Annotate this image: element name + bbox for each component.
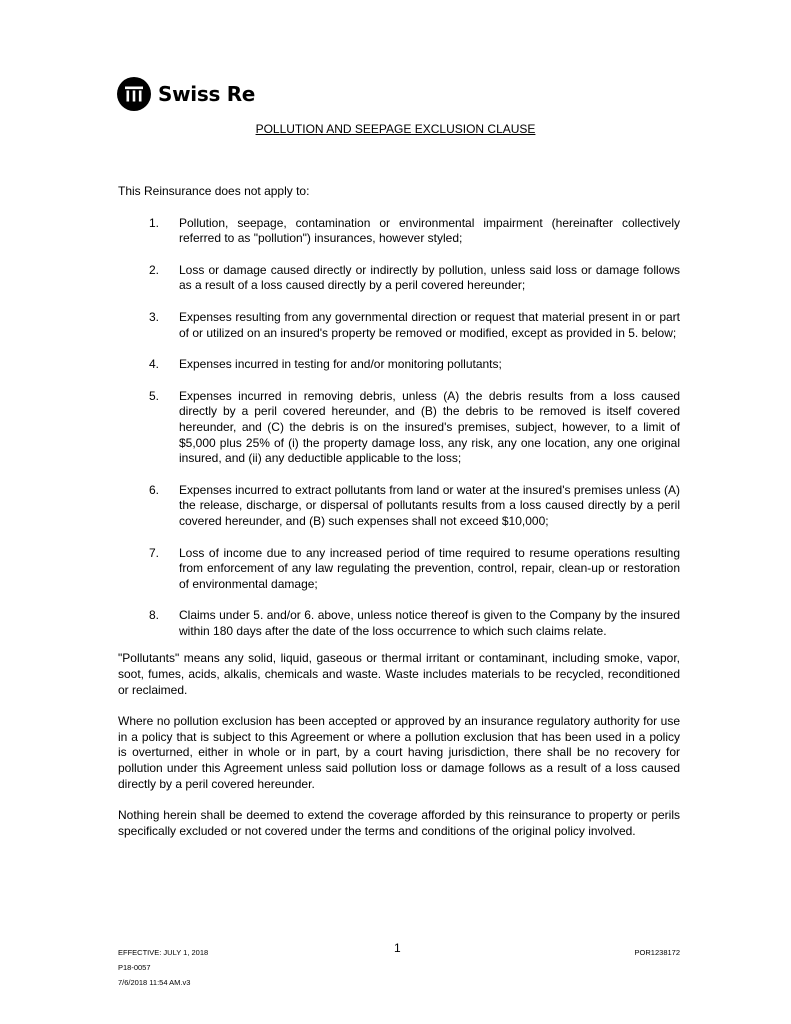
item-number: 6. [149, 482, 160, 497]
item-text: Pollution, seepage, contamination or environmental impairment (hereinafter collectively referred to as "pollution") insurances, however styled; [179, 215, 680, 246]
list-item [118, 483, 680, 530]
document-code: POR1238172 [634, 948, 680, 957]
footer-meta [118, 945, 208, 990]
item-text: Loss of income due to any increased period of time required to resume operations resulting from enforcement of any law regulating the prevention, control, repair, clean-up or restoration of environmental damage; [179, 545, 680, 591]
list-item [118, 216, 680, 247]
item-text: Expenses incurred in removing debris, unless (A) the debris results from a loss caused directly by a peril covered hereunder, and (B) the debris to be removed is itself covered hereunder, and (C) the debris is on the insured's premises, subject, however, to a limit of $5,000 plus 25% of (i) the property damage loss, any risk, any one location, any one original insured, and (ii) any deductible applicable to the loss; [179, 388, 680, 466]
exclusion-list [118, 216, 680, 640]
list-item [118, 608, 680, 639]
item-number: 1. [149, 215, 160, 230]
item-number: 8. [149, 608, 160, 623]
list-item [118, 357, 680, 373]
item-text: Expenses incurred in testing for and/or monitoring pollutants; [179, 357, 502, 372]
page-title: POLLUTION AND SEEPAGE EXCLUSION CLAUSE [255, 122, 536, 136]
effective-date: EFFECTIVE: JULY 1, 2018 [118, 948, 209, 957]
item-number: 3. [149, 309, 160, 324]
pollutants-definition: "Pollutants" means any solid, liquid, gaseous or thermal irritant or contaminant, including smoke, vapor, soot, fumes, acids, alkalis, chemicals and waste. Waste includes materials to be recycled, reconditioned or reclaimed. [118, 651, 680, 697]
item-text: Expenses resulting from any governmental direction or request that material present in or part of or utilized on an insured's property be removed or modified, except as provided in 5. below; [179, 309, 680, 340]
item-number: 5. [149, 388, 160, 403]
list-item [118, 310, 680, 341]
item-text: Claims under 5. and/or 6. above, unless notice thereof is given to the Company by the insured within 180 days after the date of the loss occurrence to which such claims relate. [179, 608, 680, 638]
logo-text: Swiss Re [158, 82, 256, 106]
intro-text: This Reinsurance does not apply to: [118, 184, 310, 198]
timestamp: 7/6/2018 11:54 AM.v3 [118, 978, 191, 987]
swiss-re-logo-icon [117, 77, 151, 111]
item-number: 7. [149, 545, 160, 560]
document-body [118, 184, 680, 855]
coverage-paragraph: Nothing herein shall be deemed to extend the coverage afforded by this reinsurance to property or perils specifically excluded or not covered under the terms and conditions of the original policy involved. [118, 808, 680, 838]
item-number: 2. [149, 262, 160, 277]
list-item [118, 546, 680, 593]
item-number: 4. [149, 357, 160, 372]
item-text: Expenses incurred to extract pollutants from land or water at the insured's premises unless (A) the release, discharge, or dispersal of pollutants results from a loss caused directly by a peril covered hereunder, and (B) such expenses shall not exceed $10,000; [179, 482, 680, 528]
regulatory-paragraph: Where no pollution exclusion has been accepted or approved by an insurance regulatory authority for use in a policy that is subject to this Agreement or where a pollution exclusion that has been used in a policy is overturned, either in whole or in part, by a court having jurisdiction, there shall be no recovery for pollution under this Agreement unless said pollution loss or damage follows as a result of a loss caused directly by a peril covered hereunder. [118, 714, 680, 791]
list-item [118, 389, 680, 467]
form-number: P18-0057 [118, 963, 151, 972]
item-text: Loss or damage caused directly or indirectly by pollution, unless said loss or damage follows as a result of a loss caused directly by a peril covered hereunder; [179, 262, 680, 293]
list-item [118, 263, 680, 294]
page-number: 1 [394, 941, 401, 955]
swiss-re-logo [117, 75, 255, 113]
